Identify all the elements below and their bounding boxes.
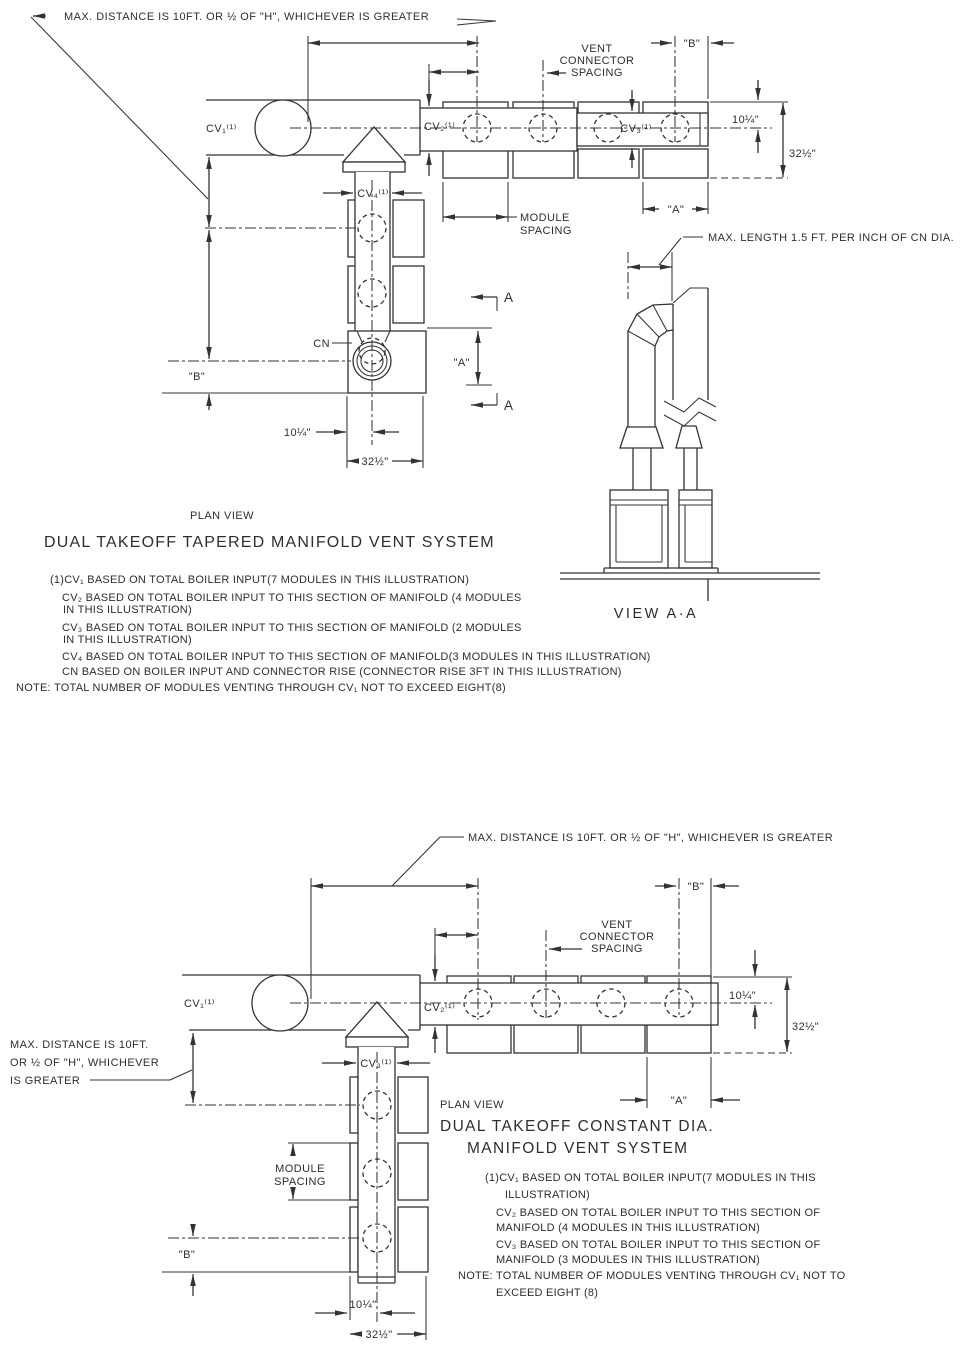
note-line: MANIFOLD (4 MODULES IN THIS ILLUSTRATION)	[496, 1222, 761, 1234]
svg-text:SPACING: SPACING	[520, 225, 572, 237]
bottom-title-line2: MANIFOLD VENT SYSTEM	[467, 1140, 689, 1157]
note-line: (1)CV₁ BASED ON TOTAL BOILER INPUT(7 MODULES IN THIS	[485, 1172, 816, 1184]
section-a-marker: A	[504, 290, 515, 305]
svg-text:CONNECTOR: CONNECTOR	[579, 931, 655, 943]
boiler	[610, 490, 668, 568]
cv2-label: CV₂⁽¹⁾	[424, 121, 456, 133]
module	[393, 200, 424, 257]
top-diagram	[16, 11, 816, 694]
dim-b-left: "B"	[188, 371, 206, 383]
module	[578, 149, 639, 178]
top-titleblock	[16, 510, 651, 694]
dim-a-right: "A"	[453, 357, 470, 369]
dim-b-left: "B"	[178, 1249, 196, 1261]
note-line: IN THIS ILLUSTRATION)	[63, 634, 192, 646]
bottom-titleblock	[440, 1099, 846, 1299]
module	[513, 149, 574, 178]
draft-hood	[620, 427, 663, 448]
cv3-label: CV₃⁽¹⁾	[620, 123, 652, 135]
max-length-note: MAX. LENGTH 1.5 FT. PER INCH OF CN DIA.	[708, 232, 955, 244]
note-line: CV₄ BASED ON TOTAL BOILER INPUT TO THIS SECTION OF MANIFOLD(3 MODULES IN THIS ILLUSTRATION)	[62, 651, 651, 663]
cv1-label: CV₁⁽¹⁾	[206, 123, 237, 135]
module	[443, 149, 508, 178]
plan-view-label: PLAN VIEW	[440, 1099, 504, 1111]
dim-offset-bottom: 10¼"	[349, 1299, 377, 1311]
cv4-label: CV₄⁽¹⁾	[357, 188, 389, 200]
dim-a-bottom-row: "A"	[667, 204, 685, 216]
module	[398, 1143, 428, 1200]
svg-text:SPACING: SPACING	[591, 943, 643, 955]
manifold-constant-dia	[420, 983, 718, 1025]
elbow-joints	[628, 305, 667, 346]
module	[398, 1207, 428, 1272]
section-a-marker: A	[504, 398, 515, 413]
top-centerlines	[168, 36, 772, 445]
dim-depth-right: 32½"	[792, 1021, 820, 1033]
floor-line	[560, 573, 820, 601]
note-line: NOTE: TOTAL NUMBER OF MODULES VENTING THROUGH CV₁ NOT TO EXCEED EIGHT(8)	[16, 682, 506, 694]
module	[514, 1025, 578, 1053]
module	[350, 1207, 358, 1272]
dim-offset-right: 10¼"	[732, 114, 760, 126]
top-manifold	[206, 100, 708, 393]
cv1-label: CV₁⁽¹⁾	[184, 998, 215, 1010]
vent-connector-spacing-label: VENT	[581, 43, 613, 55]
note-line: ILLUSTRATION)	[505, 1189, 590, 1201]
dim-depth-right: 32½"	[789, 148, 817, 160]
note-line: CV₂ BASED ON TOTAL BOILER INPUT TO THIS SECTION OF	[496, 1207, 821, 1219]
plan-view-label: PLAN VIEW	[190, 510, 254, 522]
dim-b-top: "B"	[683, 38, 701, 50]
max-distance-note-left: MAX. DISTANCE IS 10FT.	[10, 1039, 149, 1051]
note-line: (1)CV₁ BASED ON TOTAL BOILER INPUT(7 MODULES IN THIS ILLUSTRATION)	[50, 574, 470, 586]
module	[647, 1025, 711, 1053]
module	[581, 1025, 645, 1053]
note-line: CV₃ BASED ON TOTAL BOILER INPUT TO THIS SECTION OF	[496, 1239, 821, 1251]
dim-depth-bottom: 32½"	[365, 1329, 393, 1341]
note-line: MANIFOLD (3 MODULES IN THIS ILLUSTRATION)	[496, 1254, 761, 1266]
draft-hood	[676, 426, 702, 448]
module	[350, 1143, 358, 1200]
cn-label: CN	[313, 338, 330, 350]
cv2-label: CV₂⁽¹⁾	[424, 1002, 456, 1014]
dim-a-bottom-row: "A"	[670, 1095, 688, 1107]
note-line: CV₂ BASED ON TOTAL BOILER INPUT TO THIS SECTION OF MANIFOLD (4 MODULES	[62, 592, 522, 604]
bottom-title-line1: DUAL TAKEOFF CONSTANT DIA.	[440, 1118, 715, 1135]
boilers	[560, 490, 820, 601]
module-spacing-label: MODULE	[275, 1163, 325, 1175]
boiler-base	[604, 568, 718, 573]
dim-offset-bottom: 10¼"	[283, 427, 311, 439]
note-line: IN THIS ILLUSTRATION)	[63, 604, 192, 616]
view-aa	[560, 232, 954, 622]
note-line: EXCEED EIGHT (8)	[496, 1287, 599, 1299]
right-vent-stack	[664, 288, 716, 490]
module	[447, 1025, 511, 1053]
module	[393, 266, 424, 323]
svg-text:OR ½ OF "H", WHICHEVER: OR ½ OF "H", WHICHEVER	[10, 1057, 160, 1069]
dim-depth-bottom: 32½"	[361, 456, 389, 468]
module	[398, 1077, 428, 1133]
max-distance-note: MAX. DISTANCE IS 10FT. OR ½ OF "H", WHICHEVER IS GREATER	[468, 832, 834, 844]
takeoff-opening	[255, 100, 311, 156]
view-aa-label: VIEW A·A	[613, 606, 699, 622]
svg-text:CONNECTOR: CONNECTOR	[559, 55, 635, 67]
dim-b-top: "B"	[687, 881, 705, 893]
top-title: DUAL TAKEOFF TAPERED MANIFOLD VENT SYSTEM	[44, 534, 495, 551]
left-vent-stack	[620, 304, 673, 490]
dim-offset-right: 10¼"	[729, 990, 757, 1002]
note-line: CN BASED ON BOILER INPUT AND CONNECTOR RISE (CONNECTOR RISE 3FT IN THIS ILLUSTRATION)	[62, 666, 622, 678]
note-line: NOTE: TOTAL NUMBER OF MODULES VENTING THROUGH CV₁ NOT TO	[458, 1270, 846, 1282]
boiler	[679, 490, 712, 568]
svg-text:SPACING: SPACING	[571, 67, 623, 79]
svg-text:SPACING: SPACING	[274, 1176, 326, 1188]
svg-text:IS GREATER: IS GREATER	[10, 1075, 81, 1087]
module	[643, 149, 708, 178]
bottom-diagram	[10, 832, 846, 1341]
vent-connector-spacing-label: VENT	[601, 919, 633, 931]
cv3-label: CV₃⁽¹⁾	[360, 1058, 392, 1070]
max-distance-note: MAX. DISTANCE IS 10FT. OR ½ OF "H", WHICHEVER IS GREATER	[64, 11, 430, 23]
module-spacing-label: MODULE	[520, 212, 570, 224]
note-line: CV₃ BASED ON TOTAL BOILER INPUT TO THIS SECTION OF MANIFOLD (2 MODULES	[62, 622, 522, 634]
